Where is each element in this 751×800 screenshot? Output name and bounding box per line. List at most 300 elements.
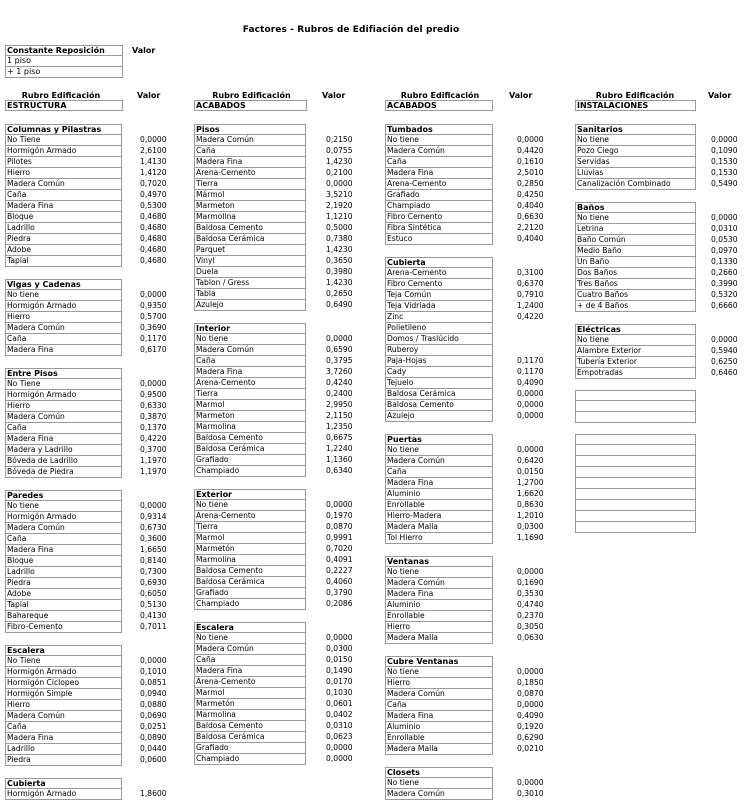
column-estructura — [5, 91, 167, 800]
row-value: 0,3690 — [140, 323, 167, 332]
row-label: Tabla — [194, 289, 306, 300]
table-row — [385, 533, 544, 544]
row-label: Caña — [194, 146, 306, 157]
row-label: Madera Fina — [5, 434, 122, 445]
table-row — [5, 390, 167, 401]
row-label: No tiene — [194, 334, 306, 345]
row-label: Tapial — [5, 600, 122, 611]
row-value: 0,0600 — [140, 755, 167, 764]
table-row — [5, 545, 167, 556]
row-value: 0,0623 — [326, 732, 353, 741]
row-label: Caña — [385, 157, 493, 168]
row-label: Marmol — [194, 533, 306, 544]
table-row — [385, 456, 544, 467]
row-label: Madera Malla — [385, 522, 493, 533]
row-value: 0,3050 — [517, 622, 544, 631]
group-escalera — [5, 645, 167, 766]
row-label: Enrollable — [385, 611, 493, 622]
row-label: Hierro — [5, 312, 122, 323]
row-label: Arena-Cemento — [194, 677, 306, 688]
empty-cell — [575, 478, 696, 489]
row-label: Marmol — [194, 688, 306, 699]
row-value: 0,1610 — [517, 157, 544, 166]
table-row — [5, 501, 167, 512]
row-label: Cuatro Baños — [575, 290, 696, 301]
table-row — [575, 301, 738, 312]
column-header — [575, 91, 732, 112]
table-row — [575, 157, 738, 168]
table-row — [194, 555, 353, 566]
row-value: 0,0000 — [140, 501, 167, 510]
row-label: No tiene — [575, 335, 696, 346]
row-label: Grafiado — [194, 743, 306, 754]
row-label: Madera Fina — [385, 168, 493, 179]
table-row — [194, 522, 353, 533]
row-label: No tiene — [194, 633, 306, 644]
row-label: Empotradas — [575, 368, 696, 379]
empty-cell — [575, 434, 696, 445]
row-label: Aluminio — [385, 489, 493, 500]
row-label: Tres Baños — [575, 279, 696, 290]
row-label: Ladrillo — [5, 223, 122, 234]
row-value: 0,3600 — [140, 534, 167, 543]
table-row — [385, 733, 544, 744]
table-row — [194, 179, 353, 190]
group-title: Cubre Ventanas — [385, 656, 493, 667]
row-value: 0,0150 — [517, 467, 544, 476]
row-value: 0,4220 — [140, 434, 167, 443]
row-label: No tiene — [385, 667, 493, 678]
table-row — [385, 223, 544, 234]
row-label: Ruberoy — [385, 345, 493, 356]
row-value: 0,4970 — [140, 190, 167, 199]
row-label: Piedra — [5, 578, 122, 589]
table-row — [5, 223, 167, 234]
table-row — [5, 667, 167, 678]
rubro-edificacion-label: Rubro Edificación — [400, 91, 480, 100]
row-value: 0,6250 — [711, 357, 738, 366]
row-label: Adobe — [5, 245, 122, 256]
table-row — [194, 168, 353, 179]
row-label: Hierro-Madera — [385, 511, 493, 522]
table-row — [5, 157, 167, 168]
row-label: Hormigón Armado — [5, 789, 122, 800]
row-label: Madera Fina — [194, 367, 306, 378]
group-title: Columnas y Pilastras — [5, 124, 122, 135]
row-label: Madera Fina — [385, 478, 493, 489]
group-puertas — [385, 434, 544, 544]
table-row — [385, 511, 544, 522]
group-entre-pisos — [5, 368, 167, 478]
row-value: 0,4680 — [140, 245, 167, 254]
table-row — [385, 168, 544, 179]
page-title: Factores - Rubros de Edifiación del predio — [242, 25, 460, 35]
row-value: 0,0000 — [711, 213, 738, 222]
row-value: 0,0880 — [140, 700, 167, 709]
row-label: Pilotes — [5, 157, 122, 168]
table-row — [5, 678, 167, 689]
table-row — [194, 743, 353, 754]
row-value: 0,0300 — [326, 644, 353, 653]
empty-cell — [575, 489, 696, 500]
empty-cell — [575, 390, 696, 401]
row-label: Lluvias — [575, 168, 696, 179]
row-label: Champiado — [194, 754, 306, 765]
table-row — [385, 146, 544, 157]
row-value: 0,1490 — [326, 666, 353, 675]
table-row — [5, 567, 167, 578]
table-row — [385, 478, 544, 489]
table-row — [194, 754, 353, 765]
group-escalera — [194, 622, 353, 765]
table-row — [5, 523, 167, 534]
row-label: Cady — [385, 367, 493, 378]
row-value: 0,4680 — [140, 234, 167, 243]
group-ventanas — [385, 556, 544, 644]
valor-label: Valor — [322, 91, 346, 100]
row-label: Tierra — [194, 522, 306, 533]
group-title: Cubierta — [385, 257, 493, 268]
row-label: Domos / Traslúcido — [385, 334, 493, 345]
row-label: Champiado — [194, 466, 306, 477]
row-value: 0,0000 — [517, 667, 544, 676]
constante-header: Constante Reposición — [5, 45, 123, 56]
row-label: Caña — [5, 423, 122, 434]
table-row — [194, 710, 353, 721]
table-row — [194, 588, 353, 599]
table-row — [385, 500, 544, 511]
constante-row: + 1 piso — [5, 67, 123, 78]
row-value: 0,6630 — [517, 212, 544, 221]
row-value: 0,7011 — [140, 622, 167, 631]
table-row — [5, 534, 167, 545]
group-title: Paredes — [5, 490, 122, 501]
table-row — [194, 655, 353, 666]
row-value: 0,0000 — [711, 335, 738, 344]
row-label: Aluminio — [385, 722, 493, 733]
row-value: 0,0530 — [711, 235, 738, 244]
row-value: 1,2400 — [517, 301, 544, 310]
row-label: Enrollable — [385, 500, 493, 511]
row-value: 0,6590 — [326, 345, 353, 354]
row-value: 0,0000 — [326, 754, 353, 763]
row-label: Tejuelo — [385, 378, 493, 389]
table-row — [5, 589, 167, 600]
row-label: Hormigón Armado — [5, 301, 122, 312]
row-value: 0,0000 — [326, 334, 353, 343]
empty-cell — [575, 500, 696, 511]
row-label: Alambre Exterior — [575, 346, 696, 357]
row-label: Aluminio — [385, 600, 493, 611]
table-row — [385, 489, 544, 500]
row-label: Adobe — [5, 589, 122, 600]
row-label: Parquet — [194, 245, 306, 256]
row-value: 0,4680 — [140, 223, 167, 232]
table-row — [194, 599, 353, 610]
table-row — [5, 467, 167, 478]
table-row — [385, 689, 544, 700]
row-value: 2,1150 — [326, 411, 353, 420]
row-value: 0,0000 — [326, 500, 353, 509]
table-row — [385, 778, 544, 789]
row-value: 1,8600 — [140, 789, 167, 798]
table-row — [575, 213, 738, 224]
row-value: 0,0000 — [711, 135, 738, 144]
table-row — [385, 334, 493, 345]
table-row — [194, 223, 353, 234]
row-label: Marmolina — [194, 422, 306, 433]
table-row — [575, 346, 738, 357]
row-value: 1,6620 — [517, 489, 544, 498]
table-row — [5, 345, 167, 356]
row-label: Caña — [5, 534, 122, 545]
table-row — [385, 301, 544, 312]
table-row — [575, 235, 738, 246]
row-value: 0,6290 — [517, 733, 544, 742]
constante-valor-label: Valor — [132, 46, 156, 55]
table-row — [385, 700, 544, 711]
row-label: Arena-Cemento — [385, 268, 493, 279]
row-label: No tiene — [194, 500, 306, 511]
row-value: 0,0310 — [711, 224, 738, 233]
group-cubre-ventanas — [385, 656, 544, 755]
row-value: 0,0851 — [140, 678, 167, 687]
group-title: Exterior — [194, 489, 306, 500]
table-row — [5, 168, 167, 179]
row-label: Madera Común — [5, 412, 122, 423]
table-row — [575, 279, 738, 290]
row-label: Tol Hierro — [385, 533, 493, 544]
row-label: Hierro — [5, 700, 122, 711]
row-value: 0,1170 — [517, 356, 544, 365]
table-row — [194, 135, 353, 146]
row-value: 0,2086 — [326, 599, 353, 608]
row-label: Madera Fina — [5, 545, 122, 556]
row-value: 0,4680 — [140, 212, 167, 221]
row-label: Madera Malla — [385, 744, 493, 755]
row-value: 0,1330 — [711, 257, 738, 266]
empty-cell — [575, 522, 696, 533]
row-label: Dos Baños — [575, 268, 696, 279]
table-row — [194, 201, 353, 212]
row-value: 0,4250 — [517, 190, 544, 199]
row-value: 0,5130 — [140, 600, 167, 609]
row-value: 0,0870 — [517, 689, 544, 698]
row-label: Madera Común — [5, 711, 122, 722]
row-label: Fibra Sintética — [385, 223, 493, 234]
table-row — [385, 578, 544, 589]
row-label: Caña — [385, 700, 493, 711]
table-row — [194, 378, 353, 389]
table-row — [5, 312, 167, 323]
empty-cell — [575, 412, 696, 423]
row-value: 0,0000 — [517, 389, 544, 398]
row-label: Madera Común — [5, 523, 122, 534]
row-value: 0,0000 — [517, 778, 544, 787]
table-row — [5, 323, 167, 334]
table-row — [5, 146, 167, 157]
table-row — [5, 245, 167, 256]
table-row — [194, 444, 353, 455]
table-row — [575, 357, 738, 368]
row-value: 0,0000 — [517, 567, 544, 576]
row-label: No Tiene — [5, 656, 122, 667]
table-row — [194, 732, 353, 743]
table-row — [5, 722, 167, 733]
row-value: 0,0300 — [517, 522, 544, 531]
table-row — [5, 600, 167, 611]
rubro-edificacion-label: Rubro Edificación — [212, 91, 291, 100]
row-label: Madera Fina — [5, 201, 122, 212]
table-row — [385, 201, 544, 212]
table-row — [385, 711, 544, 722]
row-label: Caña — [194, 356, 306, 367]
row-label: Grafiado — [194, 455, 306, 466]
row-value: 0,0000 — [326, 633, 353, 642]
row-label: Zinc — [385, 312, 493, 323]
table-row — [194, 577, 353, 588]
row-value: 3,5210 — [326, 190, 353, 199]
row-label: Baldosa Cerámica — [194, 234, 306, 245]
row-value: 0,4740 — [517, 600, 544, 609]
row-value: 1,4130 — [140, 157, 167, 166]
row-label: Fibro Cemento — [385, 212, 493, 223]
table-row — [194, 267, 353, 278]
row-label: Teja Vidriada — [385, 301, 493, 312]
group-title: Pisos — [194, 124, 306, 135]
row-label: Champiado — [194, 599, 306, 610]
row-label: Servidas — [575, 157, 696, 168]
table-row — [385, 345, 493, 356]
row-value: 0,9991 — [326, 533, 353, 542]
row-value: 0,4090 — [517, 711, 544, 720]
table-row — [385, 744, 544, 755]
row-label: No tiene — [385, 445, 493, 456]
row-label: + de 4 Baños — [575, 301, 696, 312]
table-row — [194, 278, 353, 289]
row-label: Bóveda de Ladrillo — [5, 456, 122, 467]
table-row — [575, 246, 738, 257]
table-row — [385, 135, 544, 146]
table-row — [5, 234, 167, 245]
table-row — [194, 157, 353, 168]
row-value: 0,2850 — [517, 179, 544, 188]
row-label: Paja-Hojas — [385, 356, 493, 367]
row-label: No Tiene — [5, 135, 122, 146]
table-row — [5, 456, 167, 467]
group-title: Interior — [194, 323, 306, 334]
row-value: 0,5700 — [140, 312, 167, 321]
row-label: Baldosa Cerámica — [194, 577, 306, 588]
row-value: 0,0870 — [326, 522, 353, 531]
table-row — [5, 135, 167, 146]
row-value: 3,7260 — [326, 367, 353, 376]
row-label: Estuco — [385, 234, 493, 245]
row-value: 0,0000 — [140, 135, 167, 144]
row-label: Madera Común — [194, 345, 306, 356]
row-label: Piedra — [5, 234, 122, 245]
row-value: 0,4040 — [517, 201, 544, 210]
row-label: Fibro Cemento — [385, 279, 493, 290]
row-value: 0,1530 — [711, 157, 738, 166]
table-row — [194, 289, 353, 300]
row-value: 1,4230 — [326, 245, 353, 254]
table-row — [385, 234, 544, 245]
category-name: ACABADOS — [194, 100, 307, 111]
empty-cell — [575, 445, 696, 456]
constante-row: 1 piso — [5, 56, 123, 67]
row-value: 1,2350 — [326, 422, 353, 431]
row-label: Baldosa Cemento — [194, 223, 306, 234]
row-value: 0,2650 — [326, 289, 353, 298]
row-value: 0,3530 — [517, 589, 544, 598]
row-value: 0,4091 — [326, 555, 353, 564]
row-value: 0,0000 — [140, 656, 167, 665]
row-label: Hormigón Simple — [5, 689, 122, 700]
table-row — [385, 378, 544, 389]
row-label: Arena-Cemento — [385, 179, 493, 190]
row-value: 0,0755 — [326, 146, 353, 155]
table-row — [385, 633, 544, 644]
table-row — [5, 445, 167, 456]
row-value: 0,0310 — [326, 721, 353, 730]
row-value: 0,6170 — [140, 345, 167, 354]
row-label: Baldosa Cemento — [194, 566, 306, 577]
table-row — [385, 722, 544, 733]
row-value: 0,1170 — [517, 367, 544, 376]
empty-cell — [575, 401, 696, 412]
group-title: Sanitarios — [575, 124, 696, 135]
row-value: 1,2240 — [326, 444, 353, 453]
row-value: 0,0000 — [326, 743, 353, 752]
empty-cell — [575, 467, 696, 478]
table-row — [385, 312, 544, 323]
group-closets — [385, 767, 544, 800]
row-label: Madera Fina — [5, 733, 122, 744]
row-value: 0,0940 — [140, 689, 167, 698]
row-label: Marmeton — [194, 411, 306, 422]
row-value: 0,3790 — [326, 588, 353, 597]
table-row — [194, 455, 353, 466]
empty-boxes — [575, 390, 696, 423]
row-label: Letrina — [575, 224, 696, 235]
row-value: 0,2227 — [326, 566, 353, 575]
row-value: 0,6730 — [140, 523, 167, 532]
row-label: No tiene — [385, 135, 493, 146]
row-value: 0,0890 — [140, 733, 167, 742]
valor-label: Valor — [137, 91, 161, 100]
row-value: 0,0970 — [711, 246, 738, 255]
row-value: 0,6460 — [711, 368, 738, 377]
row-label: Tablon / Gress — [194, 278, 306, 289]
table-row — [5, 179, 167, 190]
row-label: Madera Común — [385, 689, 493, 700]
table-row — [5, 334, 167, 345]
row-label: Champiado — [385, 201, 493, 212]
row-value: 0,6930 — [140, 578, 167, 587]
row-value: 0,1920 — [517, 722, 544, 731]
group-title: Closets — [385, 767, 493, 778]
group-title: Cubierta — [5, 778, 122, 789]
table-row — [194, 400, 353, 411]
row-value: 0,4420 — [517, 146, 544, 155]
table-row — [5, 290, 167, 301]
table-row — [385, 622, 544, 633]
column-header — [194, 91, 346, 112]
row-label: Marmol — [194, 400, 306, 411]
row-label: Mármol — [194, 190, 306, 201]
table-row — [5, 434, 167, 445]
